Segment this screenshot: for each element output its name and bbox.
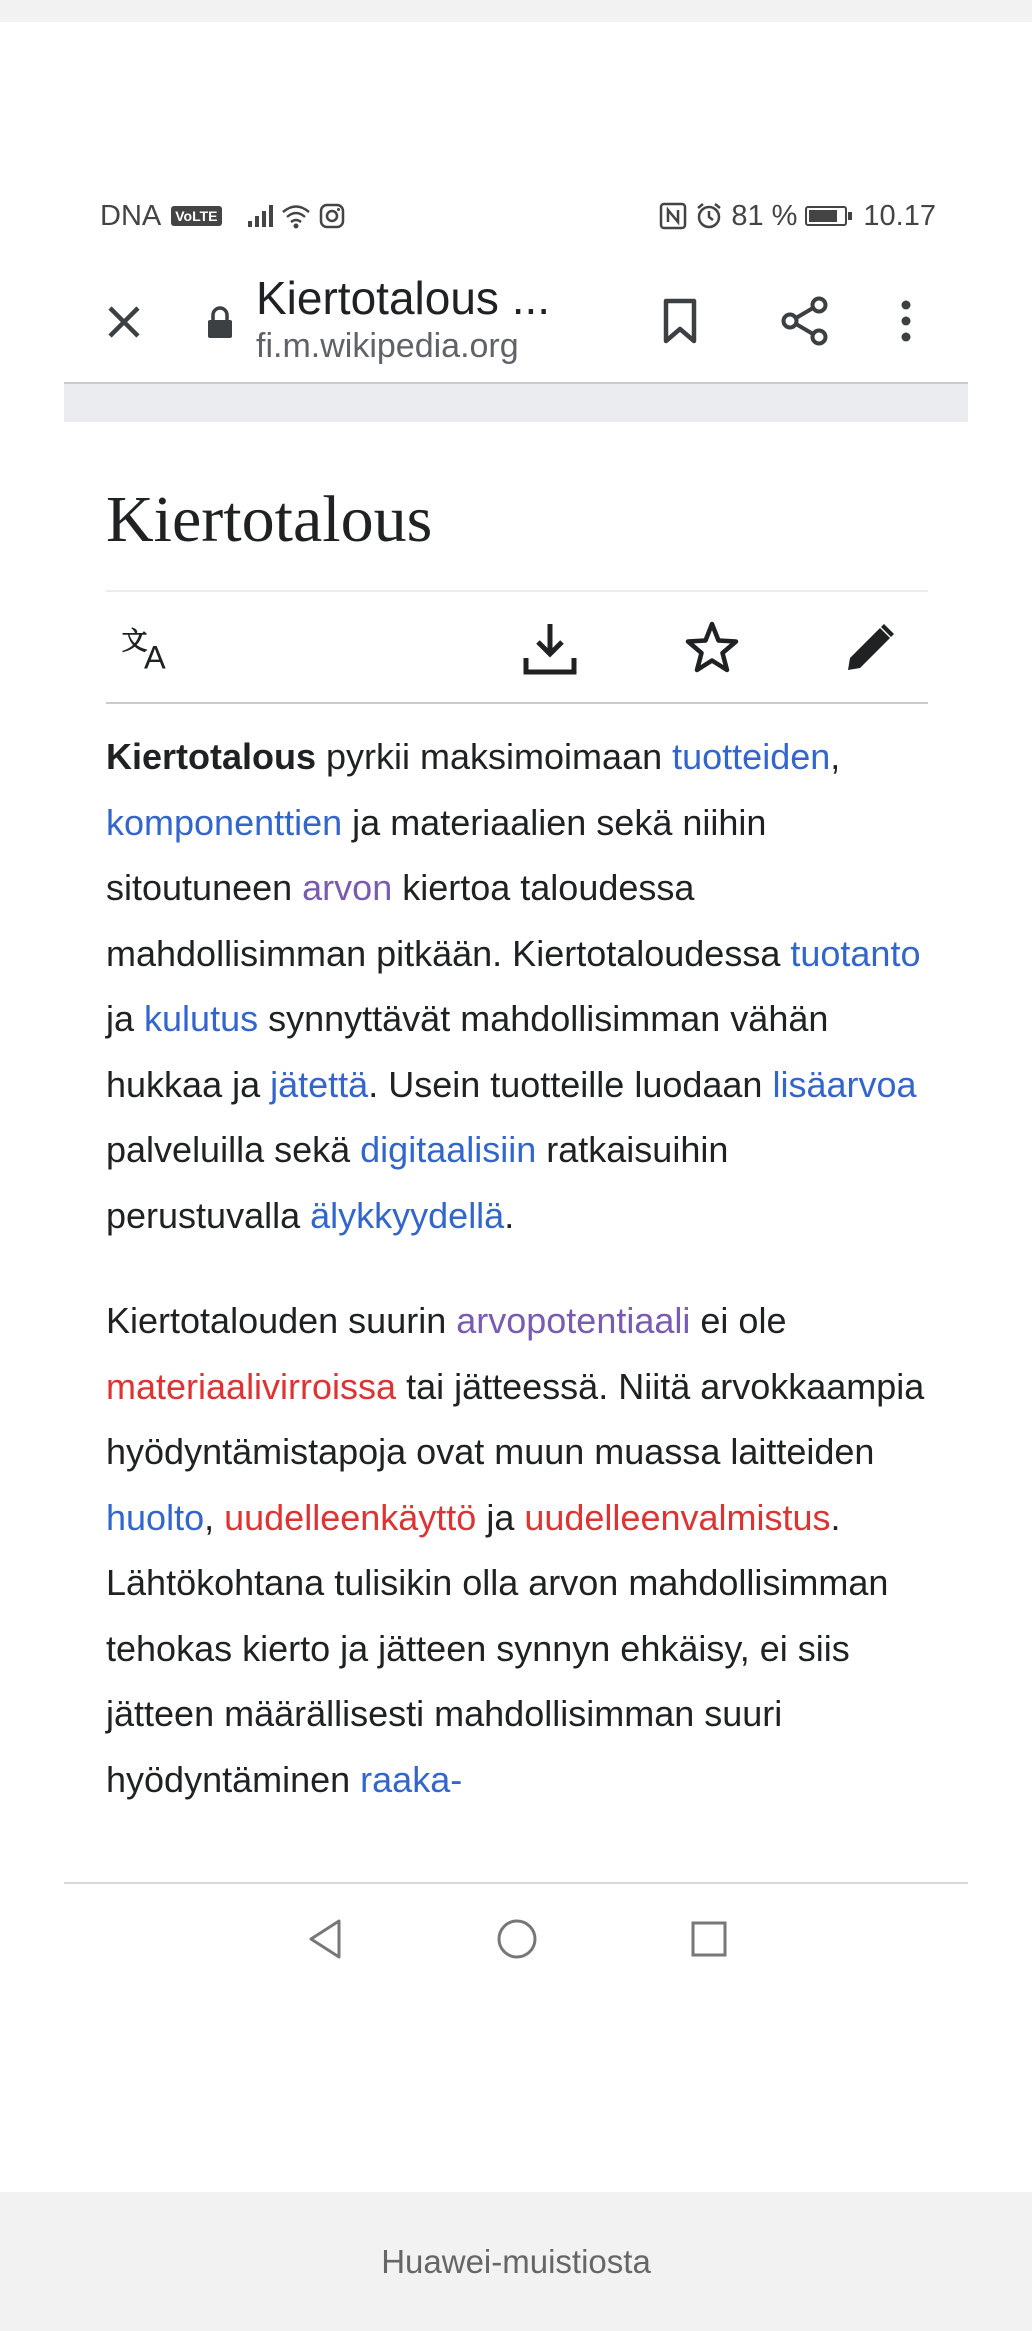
article-text: ja [476,1496,525,1538]
nav-recents-button[interactable] [684,1914,734,1964]
article-text: kiertoa taloudessa mahdollisimman pitkään. Kiertotaloudessa [106,867,791,974]
article-link[interactable]: arvon [302,867,393,908]
article-text: , [830,736,841,777]
recents-square-icon [689,1919,729,1959]
page-actions-bar [106,590,928,704]
article-link[interactable]: arvopotentiaali [456,1300,691,1341]
article-paragraph-1 [106,724,928,1248]
clock: 10.17 [863,199,936,232]
article-link[interactable]: digitaalisiin [360,1129,537,1170]
watermark-footer [0,2192,1032,2331]
translate-icon [120,620,180,676]
back-triangle-icon [305,1917,345,1961]
star-icon [684,620,740,676]
article-text: ratkaisuihin perustuvalla [106,1129,729,1236]
nav-home-button[interactable] [492,1914,542,1964]
article-text: ja [106,998,145,1039]
url-host: fi.m.wikipedia.org [256,327,519,365]
footer-text: Huawei-muistiosta [381,2242,651,2280]
article-link[interactable]: lisäarvoa [772,1063,917,1105]
article-heading: Kiertotalous [106,483,433,556]
article-text: Kiertotalouden suurin [106,1300,457,1341]
article-link[interactable]: raaka- [360,1758,463,1800]
svg-text:文: 文 [121,626,148,657]
bold-term: Kiertotalous [106,736,317,777]
language-button[interactable] [120,618,180,678]
svg-text:A: A [144,639,166,676]
article-text: ei ole [690,1300,787,1341]
article-link[interactable]: uudelleenkäyttö [224,1496,477,1538]
download-icon [522,620,578,676]
article-text: tai jätteessä. Niitä arvokkaampia hyödyntämistapoja ovat muun muassa laitteiden [106,1365,925,1472]
article-text: palveluilla sekä [106,1129,361,1170]
article-link[interactable]: jätettä [270,1063,369,1105]
pencil-icon [842,620,898,676]
article-paragraph-2 [106,1288,928,1812]
battery-percent: 81 % [731,199,798,232]
article-link[interactable]: komponenttien [106,801,343,843]
article-text: . Usein tuotteille luodaan [368,1063,773,1105]
home-circle-icon [495,1917,539,1961]
article-link[interactable]: huolto [106,1496,205,1538]
article-content [106,470,928,1812]
download-button[interactable] [520,618,580,678]
carrier-label: DNA [100,199,162,232]
nav-back-button[interactable] [300,1914,350,1964]
article-text: , [204,1496,225,1538]
article-link[interactable]: uudelleenvalmistus [524,1496,831,1538]
article-link[interactable]: tuotteiden [672,736,831,777]
system-nav-bar [64,1882,968,1994]
volte-badge: VoLTE [171,206,221,226]
article-link[interactable]: kulutus [144,998,259,1039]
watch-button[interactable] [682,618,742,678]
article-link[interactable]: materiaalivirroissa [106,1365,397,1407]
article-text: pyrkii maksimoimaan [316,736,673,777]
article-text: . Lähtökohtana tulisikin olla arvon mahdollisimman tehokas kierto ja jätteen synnyn ehkäisy, ei siis jätteen määrällisesti mahdollisimman suuri hyödyntäminen [106,1496,889,1800]
page-title: Kiertotalous ... [256,272,551,324]
article-link[interactable]: älykkyydellä [310,1194,505,1236]
article-text: synnyttävät mahdollisimman vähän hukkaa ja [106,998,829,1105]
article-text: . [504,1194,515,1236]
article-link[interactable]: tuotanto [790,932,921,974]
edit-button[interactable] [840,618,900,678]
article-text: ja materiaalien sekä niihin sitoutuneen [106,801,767,908]
